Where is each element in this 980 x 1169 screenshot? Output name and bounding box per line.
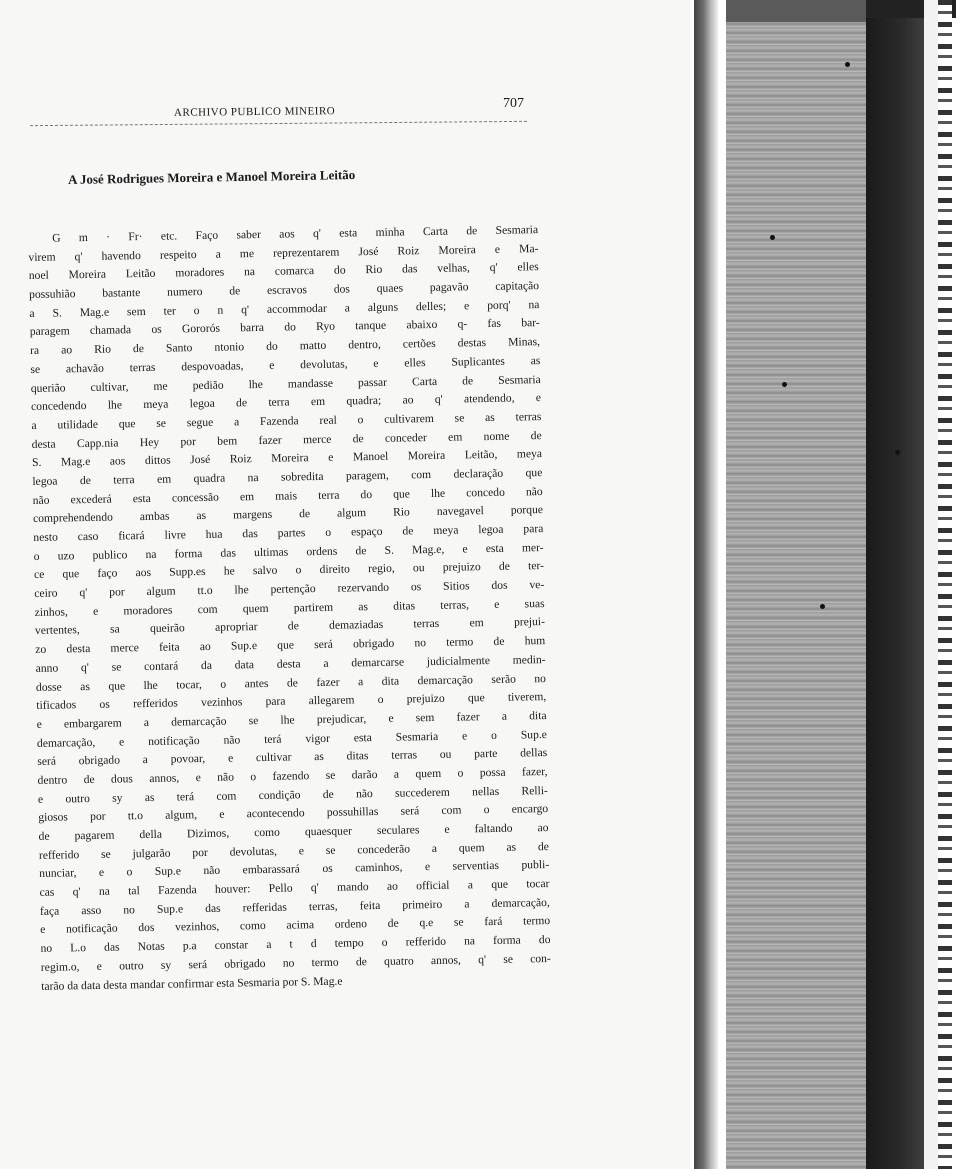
text-line: anno q' se contará da data desta a demarcarse judicialmente medin- xyxy=(35,652,546,675)
text-line: será obrigado a povoar, e cultivar as ditas terras ou parte dellas xyxy=(37,746,548,769)
text-line: e notificação dos vezinhos, como acima ordeno de q.e se fará termo xyxy=(40,914,551,937)
text-line: a S. Mag.e sem ter o n q' accommodar a alguns delles; e porq' na xyxy=(29,297,540,320)
text-line: tarão da data desta mandar confirmar esta Sesmaria por S. Mag.e xyxy=(41,974,343,993)
text-line: ce que faço aos Supp.es he salvo o direito regio, ou prejuizo de ter- xyxy=(33,559,545,582)
text-line: ceiro q' por algum tt.o lhe pertenção rezervando os Sitios dos ve- xyxy=(34,578,545,601)
binding-gray-band xyxy=(726,0,866,1169)
text-line: desta Capp.nia Hey por bem fazer merce de conceder em nome de xyxy=(31,428,542,451)
text-line: faça asso no Sup.e das refferidas terras, feita primeiro a demarcação, xyxy=(39,895,550,918)
text-line: não excederá esta concessão em mais terra do que lhe concedo não xyxy=(32,484,543,507)
text-line: no L.o das Notas p.a constar a t d tempo o refferido na forma do xyxy=(40,933,551,956)
dust-speck xyxy=(770,235,775,240)
text-line: a utilidade que se segue a Fazenda real o cultivarem se as terras xyxy=(31,409,542,432)
running-title: ARCHIVO PUBLICO MINEIRO xyxy=(173,105,336,119)
text-line: possuhião bastante numero de escravos dos quaes pagavão capitação xyxy=(29,279,540,302)
binding-black-band xyxy=(866,0,924,1169)
book-binding-edge xyxy=(690,0,980,1169)
dust-speck xyxy=(845,62,850,67)
dust-speck xyxy=(782,382,787,387)
text-line: S. Mag.e aos dittos José Roiz Moreira e Manoel Moreira Leitão, meya xyxy=(31,447,543,470)
text-line: concedendo lhe meya legoa de terra em quadra; ao q' atendendo, e xyxy=(30,391,542,414)
text-line: G m · Fr· etc. Faço saber aos q' esta minha Carta de Sesmaria xyxy=(52,223,539,245)
text-line: zo desta merce feita ao Sup.e que será obrigado no termo de hum xyxy=(35,634,546,657)
text-line: se achavão terras despovoadas, e devolutas, e elles Suplicantes as xyxy=(30,353,541,376)
binding-light-strip xyxy=(924,0,938,1169)
text-line: dosse as que lhe tocar, o antes de fazer a dita demarcação serão no xyxy=(35,671,547,694)
running-header xyxy=(28,96,528,119)
text-line: cas q' na tal Fazenda houver: Pello q' mando ao official a que tocar xyxy=(39,877,550,899)
text-line: de pagarem della Dizimos, como quaesquer seculares e faltando ao xyxy=(38,821,549,843)
page-number: 707 xyxy=(503,96,524,111)
text-line: e embargarem a demarcação se lhe prejudicar, e sem fazer a dita xyxy=(36,708,547,731)
text-line: virem q' havendo respeito a me reprezentarem José Roiz Moreira e Ma- xyxy=(28,241,539,264)
text-line: tificados os refferidos vezinhos para allegarem o prejuizo que tiverem, xyxy=(36,690,547,713)
header-rule xyxy=(30,121,527,126)
binding-striped-edge xyxy=(938,0,952,1169)
text-line: regim.o, e outro sy será obrigado no termo de quatro annos, q' se con- xyxy=(40,951,551,974)
text-line: giosos por tt.o algum, e acontecendo possuhillas será com o encargo xyxy=(38,802,549,825)
dust-speck xyxy=(820,604,825,609)
dust-speck xyxy=(895,450,900,455)
text-line: zinhos, e moradores com quem partirem as ditas terras, e suas xyxy=(34,596,545,619)
text-line: vertentes, sa queirão apropriar de demaziadas terras em prejui- xyxy=(34,615,546,638)
text-line: o uzo publico na forma das ultimas ordens de S. Mag.e, e esta mer- xyxy=(33,540,544,563)
binding-shadow xyxy=(694,0,718,1169)
text-line: dentro de dous annos, e não o fazendo se darão a quem o possa fazer, xyxy=(37,764,548,787)
binding-gray-top xyxy=(726,0,866,22)
text-line: noel Moreira Leitão moradores na comarca do Rio das velhas, q' elles xyxy=(28,260,539,283)
text-line: nunciar, e o Sup.e não embarassará os caminhos, e serventias publi- xyxy=(39,858,550,881)
text-line: comprehendendo ambas as margens de algum Rio navegavel porque xyxy=(32,503,544,526)
document-body xyxy=(28,221,551,996)
text-line: refferido se julgarão por devolutas, e se concederão a quem as de xyxy=(38,839,549,862)
text-line: legoa de terra em quadra na sobredita paragem, com declaração que xyxy=(32,465,543,488)
text-line: nesto caso ficará livre hua das partes o espaço de meya legoa para xyxy=(33,522,544,544)
text-line: ra ao Rio de Santo ntonio do matto dentro, certões destas Minas, xyxy=(29,335,541,358)
text-line: demarcação, e notificação não terá vigor esta Sesmaria e o Sup.e xyxy=(36,727,547,750)
text-line: e outro sy as terá com condição de não succederem nellas Relli- xyxy=(37,783,548,806)
text-line: querião cultivar, me pedião lhe mandasse passar Carta de Sesmaria xyxy=(30,372,541,395)
document-title: A José Rodrigues Moreira e Manoel Moreira Leitão xyxy=(67,166,356,187)
text-line: paragem chamada os Gororós barra do Ryo tanque abaixo q- fas bar- xyxy=(29,316,540,339)
